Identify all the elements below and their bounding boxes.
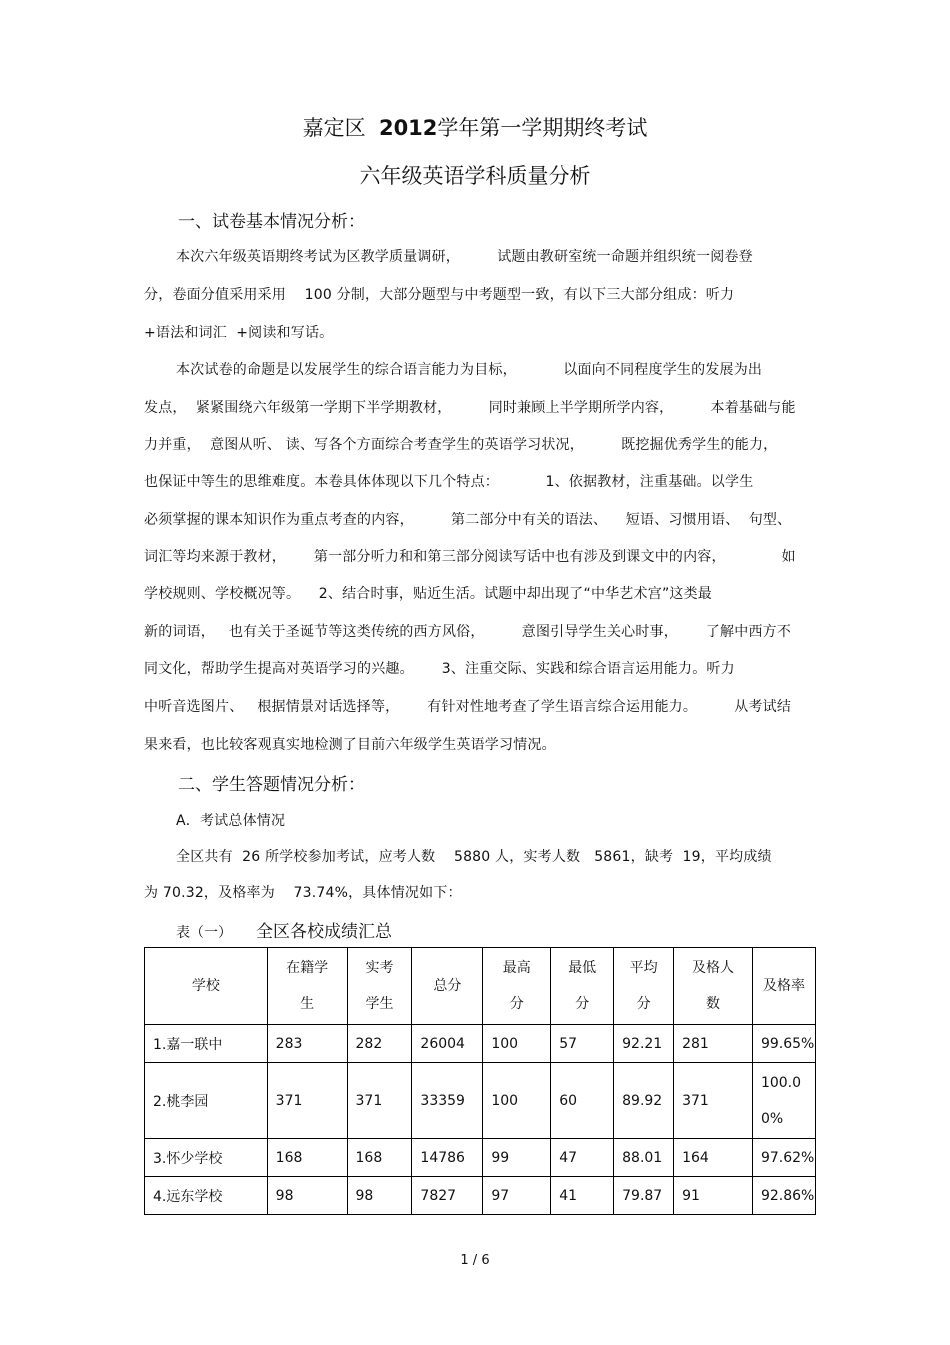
cell-max: 100 [483, 1025, 551, 1063]
document-title [0, 112, 950, 142]
paragraph-line: 全区共有 26 所学校参加考试，应考人数 5880 人，实考人数 5861，缺考 19，平均成绩 [176, 849, 772, 865]
cell-tested: 98 [347, 1177, 412, 1215]
cell-max: 97 [483, 1177, 551, 1215]
paragraph-line: 果来看，也比较客观真实地检测了目前六年级学生英语学习情况。 [144, 737, 556, 753]
cell-pass-rate: 99.65% [752, 1025, 815, 1063]
paragraph-line: 也保证中等生的思维难度。本卷具体体现以下几个特点： 1、依据教材，注重基础。以学生 [144, 474, 754, 490]
cell-min: 47 [551, 1139, 614, 1177]
title-district: 嘉定区 [302, 116, 366, 140]
cell-total: 26004 [412, 1025, 483, 1063]
table-row [145, 1177, 816, 1215]
header-pass-rate: 及格率 [752, 948, 815, 1025]
cell-total: 7827 [412, 1177, 483, 1215]
cell-pass-count: 164 [674, 1139, 753, 1177]
cell-pass-rate: 97.62% [752, 1139, 815, 1177]
cell-pass-count: 371 [674, 1063, 753, 1139]
paragraph-line: 学校规则、学校概况等。 2、结合时事，贴近生活。试题中却出现了“中华艺术宫”这类最 [144, 586, 713, 602]
table-caption [176, 917, 392, 942]
cell-pass-rate: 92.86% [752, 1177, 815, 1215]
cell-average: 88.01 [614, 1139, 674, 1177]
paragraph-line: 分，卷面分值采用采用 100 分制，大部分题型与中考题型一致，有以下三大部分组成：听力 [144, 287, 735, 303]
cell-min: 57 [551, 1025, 614, 1063]
paragraph-line: 发点， 紧紧围绕六年级第一学期下半学期教材， 同时兼顾上半学期所学内容， 本着基础与能 [144, 400, 796, 416]
header-min: 最低 分 [551, 948, 614, 1025]
header-pass-count: 及格人 数 [674, 948, 753, 1025]
title-term: 学年第一学期期终考试 [437, 116, 648, 140]
cell-max: 100 [483, 1063, 551, 1139]
pass-rate-value: 100.00% [760, 1074, 802, 1127]
paragraph-line: 本次六年级英语期终考试为区教学质量调研， 试题由教研室统一命题并组织统一阅卷登 [176, 249, 753, 265]
cell-enrolled: 283 [267, 1025, 347, 1063]
header-enrolled: 在籍学 生 [267, 948, 347, 1025]
paragraph-line: 本次试卷的命题是以发展学生的综合语言能力为目标， 以面向不同程度学生的发展为出 [176, 362, 763, 378]
cell-school: 2.桃李园 [145, 1063, 268, 1139]
page-number: 1 / 6 [460, 1253, 490, 1268]
cell-pass-count: 91 [674, 1177, 753, 1215]
paragraph-line: 为 70.32，及格率为 73.74%，具体情况如下： [144, 885, 462, 901]
cell-max: 99 [483, 1139, 551, 1177]
cell-tested: 168 [347, 1139, 412, 1177]
cell-school: 3.怀少学校 [145, 1139, 268, 1177]
header-school: 学校 [145, 948, 268, 1025]
paragraph-line: 同文化，帮助学生提高对英语学习的兴趣。 3、注重交际、实践和综合语言运用能力。听力 [144, 661, 735, 677]
subsection-a-heading: A．考试总体情况 [176, 813, 286, 829]
table-row [145, 1139, 816, 1177]
header-average: 平均 分 [614, 948, 674, 1025]
paragraph-line: 中听音选图片、 根据情景对话选择等， 有针对性地考查了学生语言综合运用能力。 从考试结 [144, 699, 792, 715]
paragraph-line: 必须掌握的课本知识作为重点考查的内容， 第二部分中有关的语法、 短语、习惯用语、 句型、 [144, 512, 792, 528]
table-caption-title: 全区各校成绩汇总 [256, 922, 392, 942]
header-max: 最高 分 [483, 948, 551, 1025]
cell-pass-rate [752, 1063, 815, 1139]
cell-enrolled: 371 [267, 1063, 347, 1139]
table-header-row [145, 948, 816, 1025]
paragraph-line: 词汇等均来源于教材， 第一部分听力和和第三部分阅读写话中也有涉及到课文中的内容， 如 [144, 549, 796, 565]
cell-enrolled: 98 [267, 1177, 347, 1215]
cell-school: 1.嘉一联中 [145, 1025, 268, 1063]
cell-enrolled: 168 [267, 1139, 347, 1177]
table-caption-prefix: 表（一） [176, 925, 232, 941]
cell-pass-count: 281 [674, 1025, 753, 1063]
header-total: 总分 [412, 948, 483, 1025]
cell-tested: 282 [347, 1025, 412, 1063]
paragraph-line: +语法和词汇 +阅读和写话。 [144, 325, 334, 341]
cell-min: 41 [551, 1177, 614, 1215]
paragraph-line: 力并重， 意图从听、 读、写各个方面综合考查学生的英语学习状况， 既挖掘优秀学生的能力， [144, 437, 778, 453]
section-2-heading: 二、学生答题情况分析： [178, 775, 365, 795]
title-year: 2012 [378, 116, 438, 140]
cell-average: 92.21 [614, 1025, 674, 1063]
cell-min: 60 [551, 1063, 614, 1139]
school-scores-table [144, 947, 816, 1215]
document-subtitle: 六年级英语学科质量分析 [359, 164, 591, 188]
cell-average: 79.87 [614, 1177, 674, 1215]
table-row [145, 1063, 816, 1139]
paragraph-line: 新的词语， 也有关于圣诞节等这类传统的西方风俗， 意图引导学生关心时事， 了解中西方不 [144, 624, 792, 640]
cell-tested: 371 [347, 1063, 412, 1139]
cell-total: 14786 [412, 1139, 483, 1177]
section-1-heading: 一、试卷基本情况分析： [178, 212, 365, 232]
cell-average: 89.92 [614, 1063, 674, 1139]
table-row [145, 1025, 816, 1063]
header-tested: 实考 学生 [347, 948, 412, 1025]
cell-school: 4.远东学校 [145, 1177, 268, 1215]
cell-total: 33359 [412, 1063, 483, 1139]
